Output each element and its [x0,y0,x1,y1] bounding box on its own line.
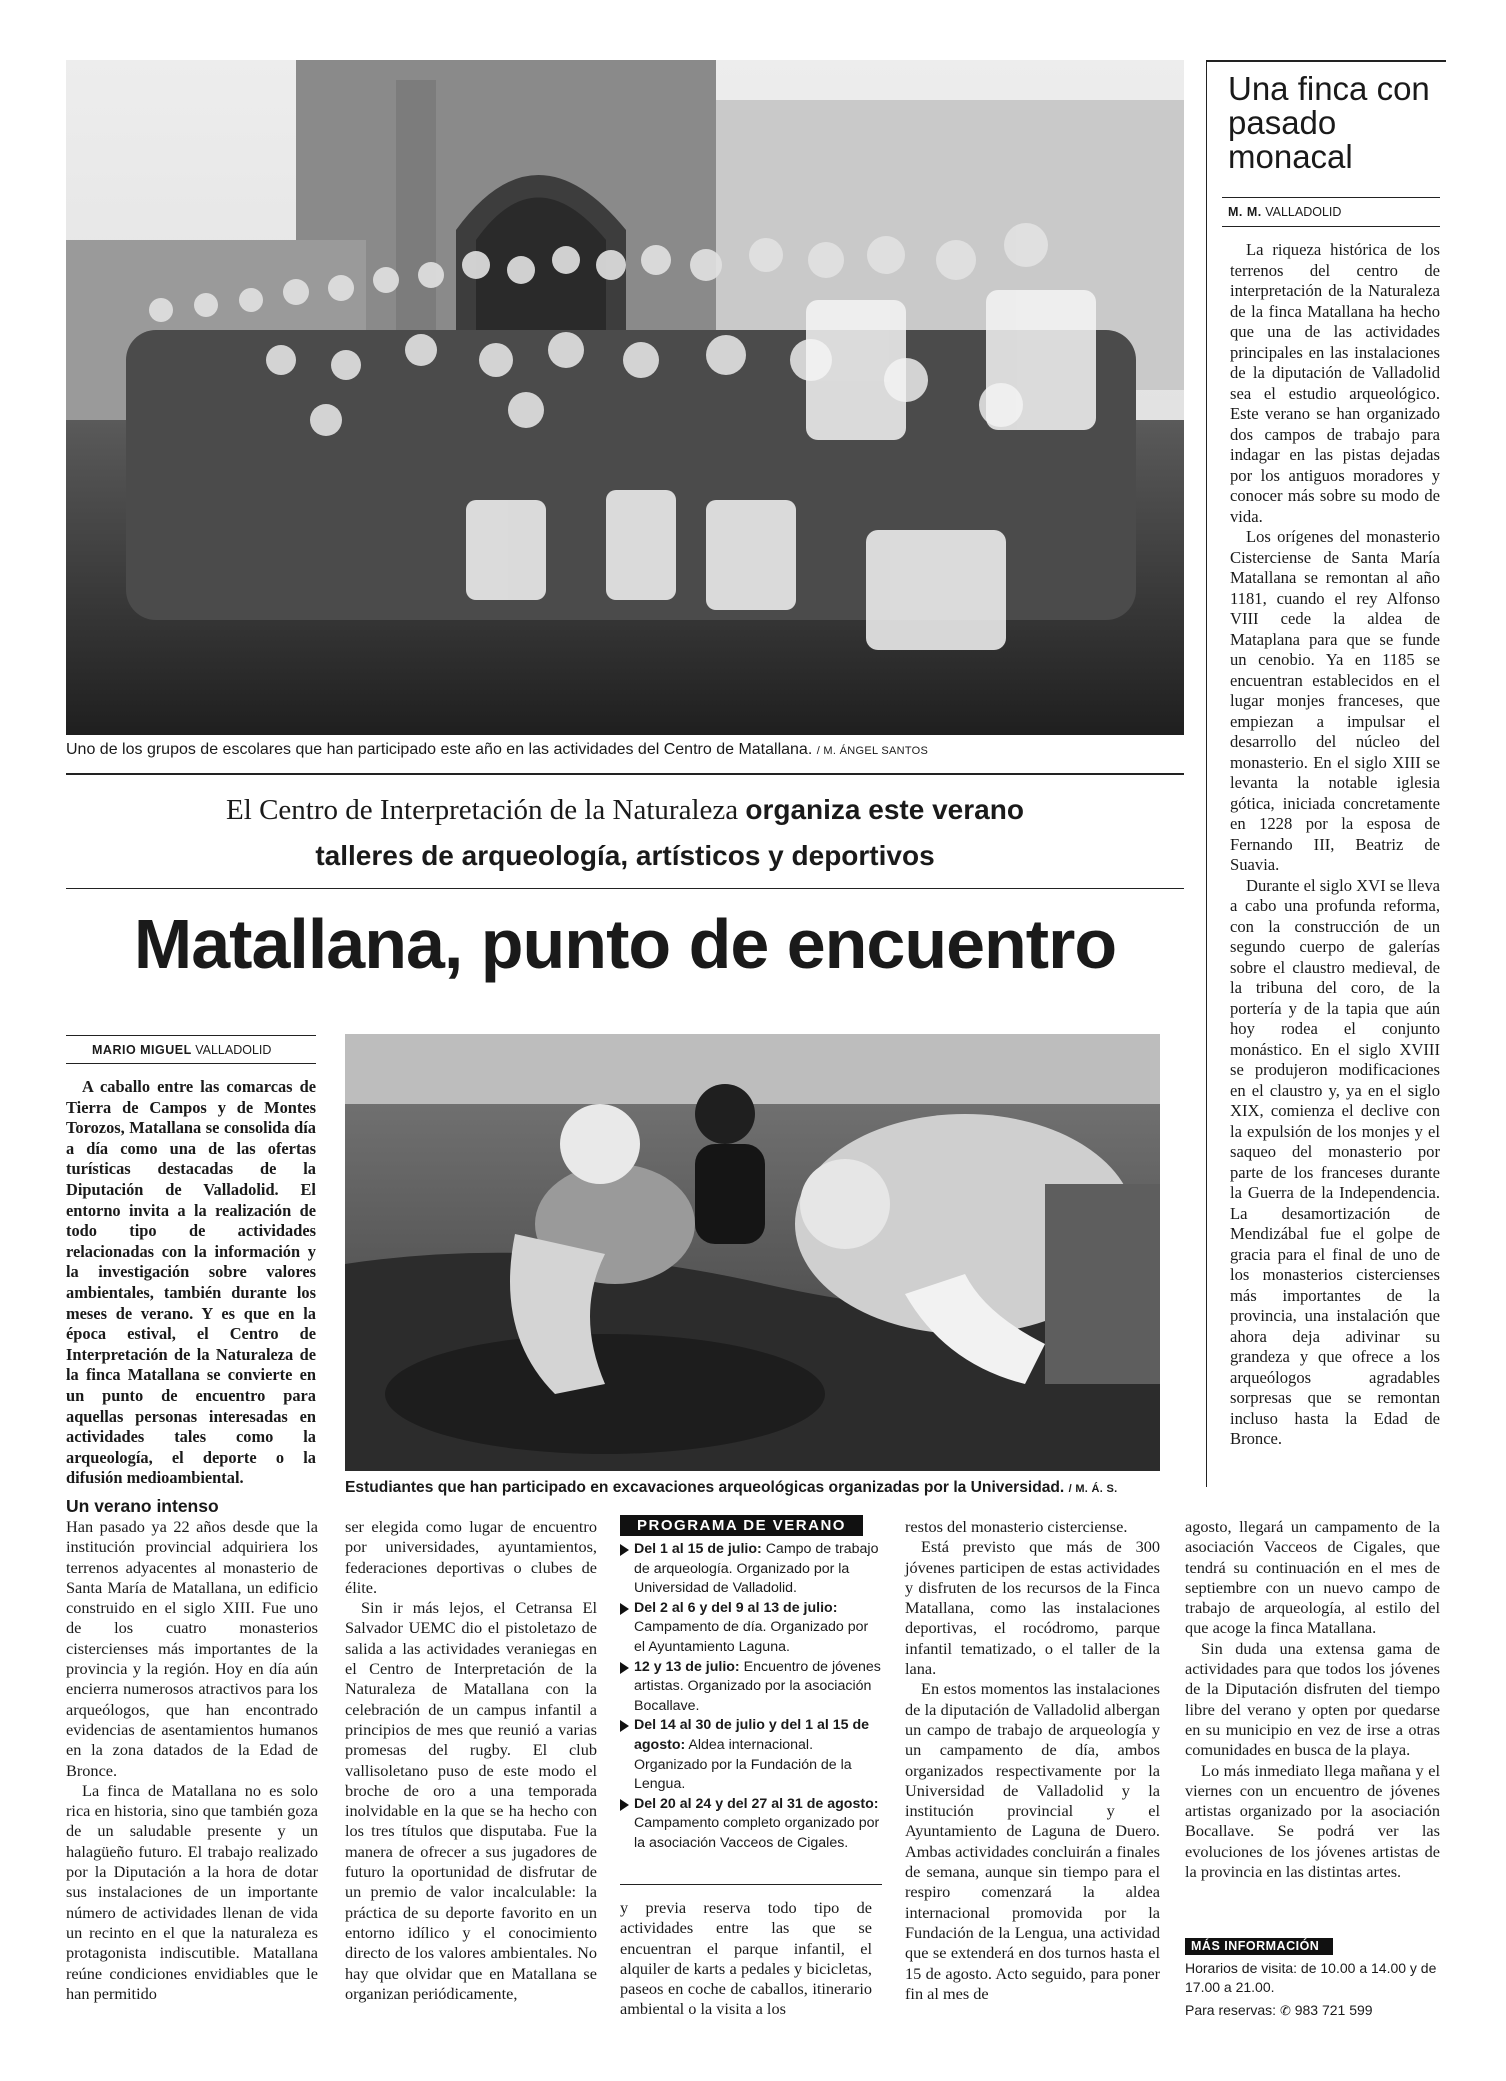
subhead-verano-intenso: Un verano intenso [66,1496,219,1516]
column-1-paragraph-2: La finca de Matallana no es solo rica en historia, sino que también goza de un saludable presente y un halagüeño futuro. El trabajo realizado por la Diputación a la hora de dotar sus instalaciones de un importante número de actividades llenan de vida un recinto en el que la naturaleza es protagonista indiscutible. Matallana reúne condiciones envidiables que le han permitido [66,1780,318,2003]
lead-paragraph [66,1077,316,1489]
info-reservations [1185,2001,1445,2020]
sidebar-top-rule [1206,60,1446,62]
column-5 [1185,1517,1440,1882]
column-1 [66,1517,318,2004]
top-photo-caption-text: Uno de los grupos de escolares que han participado este año en las actividades del Centro de Matallana. [66,741,813,758]
excavation-credit: / M. Á. S. [1068,1483,1118,1495]
column-4-paragraph-1: restos del monasterio cisterciense. [905,1517,1128,1536]
main-byline-name: MARIO MIGUEL [92,1043,192,1057]
main-byline-top-rule [66,1035,316,1036]
info-phone: 983 721 599 [1294,2002,1373,2018]
sidebar-title-rule [1222,197,1440,198]
top-photo-school-group [66,60,1184,735]
program-item-1-text: Campo de trabajo de arqueología. Organizado por la Universidad de Valladolid. [634,1541,879,1597]
program-item-1 [620,1540,882,1599]
program-list [620,1540,882,1854]
photo-students-excavating [345,1034,1160,1471]
column-2-paragraph-2: Sin ir más lejos, el Cetransa El Salvador UEMC dio el pistoletazo de salida a las actividades veraniegas en el Centro de Interpretación de la Naturaleza de Matallana con la celebración de un campus infantil a principios de mes que reunió a varias promesas del rugby. El club vallisoletano puso de este modo el broche de oro a una temporada inolvidable en la que se ha hecho con los tres títulos que disputaba. Fue la manera de ofrecer a sus jugadores de futuro la oportunidad de disfrutar de un premio de valor incalculable: la práctica de su deporte favorito en un entorno idílico y el conocimiento directo de los valores ambientales. No hay que olvidar que en Matallana se organizan periódicamente, [345,1598,597,2003]
program-item-4-dates: Del 14 al 30 de julio y del 1 al 15 de agosto: [634,1717,869,1753]
column-4-paragraph-3: En estos momentos las instalaciones de la diputación de Valladolid albergan un campo de trabajo de arqueología y un campamento de día, ambos organizados respectivamente por la Universidad de Valladolid y la institución provincial y el Ayuntamiento de Laguna de Duero. Ambas actividades concluirán a finales de semana, aunque sin tiempo para el respiro comenzará la aldea internacional promovida por la Fundación de la Lengua, una actividad que se extenderá en dos turnos hasta el 15 de agosto. Acto seguido, para poner fin al mes de [905,1679,1160,2003]
program-item-1-dates: Del 1 al 15 de julio: [634,1541,762,1557]
program-item-5-dates: Del 20 al 24 y del 27 al 31 de agosto: [634,1795,879,1812]
program-item-4 [620,1716,882,1794]
lead-paragraph-text: A caballo entre las comarcas de Tierra de Campos y de Montes Torozos, Matallana se consolida día a día como una de las ofertas turísticas destacadas de la Diputación de Valladolid. El entorno invita a la realización de todo tipo de actividades relacionadas con la información y la investigación sobre valores ambientales, también durante los meses de verano. Y es que en la época estival, el Centro de Interpretación de la Naturaleza de la finca Matallana se convierte en un punto de encuentro para aquellas personas interesadas en actividades tales como la arqueología, el deporte o la difusión medioambiental. [66,1077,316,1488]
phone-icon: ✆ [1279,2003,1291,2018]
column-3-bottom [620,1898,872,2020]
sidebar-paragraph-2: Los orígenes del monasterio Cisterciense de Santa María Matallana se remontan al año 1181, cuando el rey Alfonso VIII cede la aldea de Mataplana para que se funde un cenobio. Ya en 1185 se encuentran establecidos en el lugar monjes franceses, que empiezan a impulsar el desarrollo del núcleo del monasterio. En el siglo XIII se levanta la notable iglesia gótica, iniciada concretamente en 1228 por la esposa de Fernando III, Beatriz de Suavia. [1230,527,1440,874]
column-5-paragraph-3: Lo más inmediato llega mañana y el viernes con un encuentro de jóvenes artistas organizado por la asociación Bocallave. Se podrá ver las evoluciones de los jóvenes artistas de la provincia en las distintas artes. [1185,1760,1440,1882]
excavation-photo [345,1034,1160,1471]
top-photo-caption [66,740,928,761]
sidebar-paragraph-3: Durante el siglo XVI se lleva a cabo una profunda reforma, con la construcción de un segundo cuerpo de galerías sobre el claustro medieval, de la tribuna del coro, de la portería y de la tapia que aún hoy rodea el conjunto monástico. En el siglo XVIII se produjeron modificaciones en el claustro y, ya en el siglo XIX, comienza el declive con la expulsión de los monjes y el saqueo del monasterio por parte de los franceses durante la Guerra de la Independencia. La desamortización de Mendizábal fue el golpe de gracia para el final de uno de los monasterios cistercienses más importantes de la provincia, una instalación que ahora deja adivinar su grandeza y que ofrece a los arqueólogos agradables sorpresas que se remontan incluso hasta la Edad de Bronce. [1230,875,1440,1448]
column-3-bottom-text: y previa reserva todo tipo de actividades entre las que se encuentran el parque infantil, el alquiler de karts a pedales y bicicletas, paseos en coche de caballos, itinerario ambiental o la visita a los [620,1898,872,2019]
column-5-paragraph-2: Sin duda una extensa gama de actividades para que todos los jóvenes de la Diputación disfruten del tiempo libre del verano y opten por quedarse en su municipio en vez de irse a otras comunidades en busca de la playa. [1185,1638,1440,1760]
program-bottom-rule [620,1884,882,1885]
sidebar-byline-place: VALLADOLID [1265,205,1342,219]
deck-top-rule [66,773,1184,775]
column-5-paragraph-1: agosto, llegará un campamento de la asociación Vacceos de Cigales, que tendrá su continuación en el mes de septiembre con un nuevo campo de trabajo de arqueología, al estilo del que acoge la finca Matallana. [1185,1517,1440,1638]
main-byline-bottom-rule [66,1063,316,1064]
program-header: PROGRAMA DE VERANO [620,1515,863,1536]
sidebar-paragraph-1: La riqueza histórica de los terrenos del centro de interpretación de la Naturaleza de la finca Matallana ha hecho que una de las actividades principales en las instalaciones de la diputación de Valladolid sea el estudio arqueológico. Este verano se han organizado dos campos de trabajo para indagar en las pistas dejadas por los antiguos moradores y conocer más sobre su modo de vida. [1230,240,1440,526]
program-item-3-text: Encuentro de jóvenes artistas. Organizado por la asociación Bocallave. [634,1658,881,1714]
headline: Matallana, punto de encuentro [133,905,1117,983]
sidebar-body [1230,240,1440,1450]
column-4-paragraph-2: Está previsto que más de 300 jóvenes participen de estas actividades y disfruten de los recursos de la Finca Matallana, como las instalaciones deportivas, el rocódromo, parque infantil tematizado, o el taller de la lana. [905,1537,1160,1679]
deck-bold-text: organiza este verano [745,794,1024,825]
sidebar-byline [1228,205,1341,219]
deck-line-2: talleres de arqueología, artísticos y deportivos [315,840,935,871]
program-item-4-text: Aldea internacional. Organizado por la Fundación de la Lengua. [634,1736,852,1793]
column-2 [345,1517,597,2004]
excavation-caption-text: Estudiantes que han participado en excavaciones arqueológicas organizadas por la Universidad. [345,1479,1065,1496]
info-hours: Horarios de visita: de 10.00 a 14.00 y de 17.00 a 21.00. [1185,1960,1437,1995]
excavation-caption [345,1478,1117,1499]
main-byline [92,1043,271,1057]
program-item-2-dates: Del 2 al 6 y del 9 al 13 de julio: [634,1599,838,1616]
sidebar-left-rule [1206,60,1207,1487]
top-photo-credit: / M. ÁNGEL SANTOS [816,745,929,757]
main-byline-place: VALLADOLID [195,1043,272,1057]
program-item-5-text: Campamento completo organizado por la asociación Vacceos de Cigales. [634,1815,880,1851]
deck-light-text: El Centro de Interpretación de la Naturaleza [226,794,739,826]
program-item-3-dates: 12 y 13 de julio: [634,1658,740,1675]
sidebar-byline-rule [1222,226,1440,227]
program-item-2 [620,1599,882,1658]
photo-monastery-students [66,60,1184,735]
program-item-2-text: Campamento de día. Organizado por el Ayuntamiento Laguna. [634,1619,869,1655]
deck-line-1 [66,792,1184,828]
program-item-3 [620,1658,882,1717]
info-reservations-label: Para reservas: [1185,2002,1277,2018]
column-1-paragraph-1: Han pasado ya 22 años desde que la institución provincial adquiriera los terrenos adyacentes al monasterio de Santa María de Matallana, un edificio construido en el siglo XIII. Fue uno de los cuatro monasterios cistercienses más importantes de la provincia y la región. Hoy en día aún encierra numerosos atractivos para los arqueólogos, que han encontrado evidencias de asentamientos humanos en la zona datados de la Edad de Bronce. [66,1517,318,1780]
deck-bottom-rule [66,888,1184,889]
info-header: MÁS INFORMACIÓN [1185,1938,1333,1955]
column-2-paragraph-1: ser elegida como lugar de encuentro por universidades, ayuntamientos, federaciones deportivas o clubes de élite. [345,1517,597,1597]
column-4 [905,1517,1160,2004]
sidebar-title: Una finca con pasado monacal [1228,70,1430,175]
program-item-5 [620,1795,882,1854]
sidebar-byline-name: M. M. [1228,205,1262,219]
